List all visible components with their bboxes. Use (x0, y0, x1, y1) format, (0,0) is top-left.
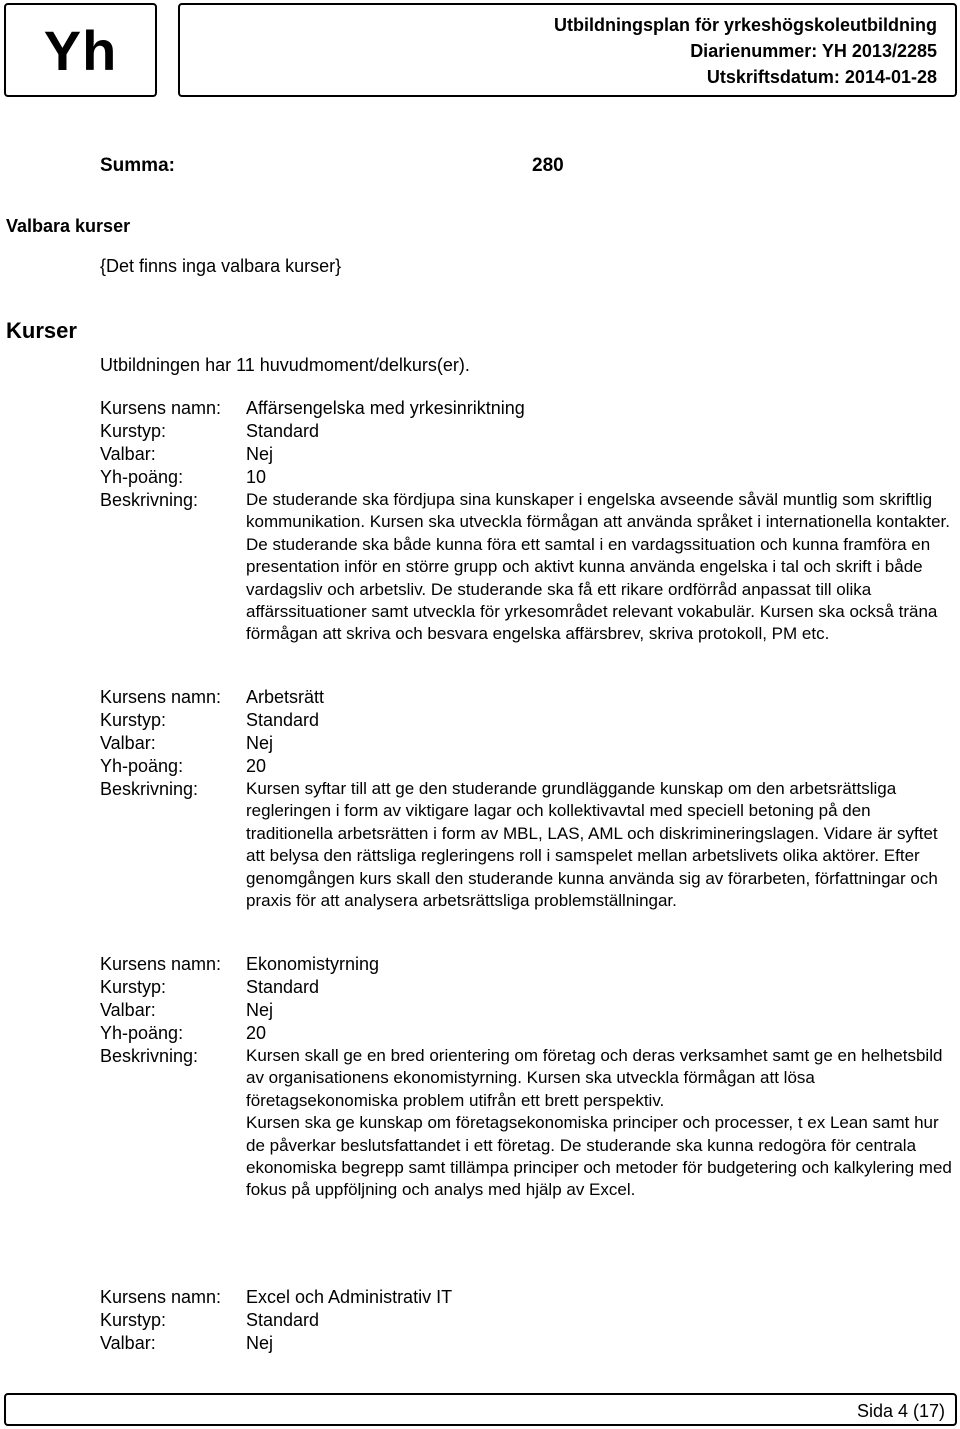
course-name-row (100, 686, 960, 709)
course-name: Affärsengelska med yrkesinriktning (246, 398, 525, 418)
course-description-paragraph: Kursen skall ge en bred orientering om företag och deras verksamhet samt ge en helhetsbild av organisationens ekonomistyrning. Kursen ska utveckla förmågan att lösa företagsekonomiska problem utifrån ett brett perspektiv. (246, 1046, 943, 1110)
course-description-row (100, 1045, 960, 1202)
course-name-label: Kursens namn: (100, 954, 222, 974)
course-type: Standard (246, 1310, 320, 1330)
course-name-row (100, 397, 960, 420)
course-description-label: Beskrivning: (100, 779, 199, 799)
course-type: Standard (246, 421, 320, 441)
course-type-row (100, 709, 960, 732)
valbara-kurser-empty-text: {Det finns inga valbara kurser} (100, 256, 342, 276)
course-name-row (100, 953, 960, 976)
course-type-label: Kurstyp: (100, 710, 167, 730)
course-name: Arbetsrätt (246, 687, 325, 707)
course-points: 10 (246, 467, 267, 487)
course-elective-row (100, 443, 960, 466)
course-name: Excel och Administrativ IT (246, 1287, 453, 1307)
course-elective-label: Valbar: (100, 1000, 156, 1020)
course-description (246, 1045, 960, 1202)
course-description-row (100, 489, 960, 646)
course-type-label: Kurstyp: (100, 977, 167, 997)
course-type: Standard (246, 977, 320, 997)
summa-label: Summa: (100, 155, 175, 176)
utskriftsdatum: Utskriftsdatum: 2014-01-28 (706, 67, 937, 87)
course-name-row (100, 1286, 960, 1309)
course-points: 20 (246, 1023, 267, 1043)
course-elective-row (100, 732, 960, 755)
course-type-label: Kurstyp: (100, 1310, 167, 1330)
kurser-heading: Kurser (6, 318, 77, 343)
course-description-label: Beskrivning: (100, 1046, 199, 1066)
course-block (100, 953, 960, 1202)
course-block (100, 686, 960, 912)
course-elective-row (100, 999, 960, 1022)
course-elective: Nej (246, 1000, 274, 1020)
course-points-label: Yh-poäng: (100, 756, 184, 776)
course-name: Ekonomistyrning (246, 954, 380, 974)
course-elective-label: Valbar: (100, 733, 156, 753)
kurser-intro: Utbildningen har 11 huvudmoment/delkurs(er). (100, 355, 470, 375)
course-points-row (100, 1022, 960, 1045)
course-type-row (100, 1309, 960, 1332)
course-elective-label: Valbar: (100, 444, 156, 464)
course-description: De studerande ska fördjupa sina kunskaper i engelska avseende såväl muntlig som skriftlig kommunikation. Kursen ska utveckla förmågan att använda språket i internationella kontakter. De studerande ska både kunna föra ett samtal i en vardagssituation och kunna framföra en presentation inför en större grupp och aktivt kunna använda engelska i tal och skrift i både vardagsliv och arbetsliv. De studerande ska få ett rikare ordförråd anpassat till olika affärssituationer samt utveckla för yrkesområdet relevant vokabulär. Kursen ska också träna förmågan att skriva och besvara engelska affärsbrev, skriva protokoll, PM etc. (246, 490, 950, 644)
course-elective: Nej (246, 444, 274, 464)
course-elective: Nej (246, 733, 274, 753)
course-description-label: Beskrivning: (100, 490, 199, 510)
diarienummer: Diarienummer: YH 2013/2285 (690, 41, 937, 61)
logo-text: Yh (43, 18, 118, 82)
course-description-row (100, 778, 960, 912)
course-type-label: Kurstyp: (100, 421, 167, 441)
course-name-label: Kursens namn: (100, 398, 222, 418)
course-type-row (100, 976, 960, 999)
course-block (100, 1286, 960, 1355)
summa-value: 280 (532, 155, 564, 176)
course-points-label: Yh-poäng: (100, 467, 184, 487)
course-elective: Nej (246, 1333, 274, 1353)
document-header (178, 3, 957, 97)
course-points: 20 (246, 756, 267, 776)
course-elective-row (100, 1332, 960, 1355)
course-elective-label: Valbar: (100, 1333, 156, 1353)
course-type-row (100, 420, 960, 443)
page-number: Sida 4 (17) (856, 1401, 945, 1421)
course-description-paragraph: Kursen ska ge kunskap om företagsekonomiska principer och processer, t ex Lean samt hur de påverkar beslutsfattandet i ett företag. De studerande ska kunna redogöra för centrala ekonomiska begrepp samt tillämpa principer och metoder för budgetering och kalkylering med fokus på uppföljning och analys med hjälp av Excel. (246, 1113, 952, 1200)
valbara-kurser-heading: Valbara kurser (6, 216, 131, 236)
course-type: Standard (246, 710, 320, 730)
yh-logo (4, 3, 157, 97)
course-points-label: Yh-poäng: (100, 1023, 184, 1043)
course-description: Kursen syftar till att ge den studerande grundläggande kunskap om den arbetsrättsliga regleringen i form av viktigare lagar och kollektivavtal med speciell betoning på den traditionella arbetsrätten i form av MBL, LAS, AML och diskrimineringslagen. Vidare är syftet att belysa den rättsliga regleringens roll i samspelet mellan arbetslivets olika aktörer. Efter genomgången kurs skall den studerande kunna använda sig av förarbeten, författningar och praxis för att analysera arbetsrättsliga problemställningar. (246, 779, 938, 911)
course-name-label: Kursens namn: (100, 687, 222, 707)
course-points-row (100, 755, 960, 778)
document-title: Utbildningsplan för yrkeshögskoleutbildning (553, 15, 937, 35)
page-footer (4, 1393, 957, 1426)
course-name-label: Kursens namn: (100, 1287, 222, 1307)
course-block (100, 397, 960, 646)
course-points-row (100, 466, 960, 489)
